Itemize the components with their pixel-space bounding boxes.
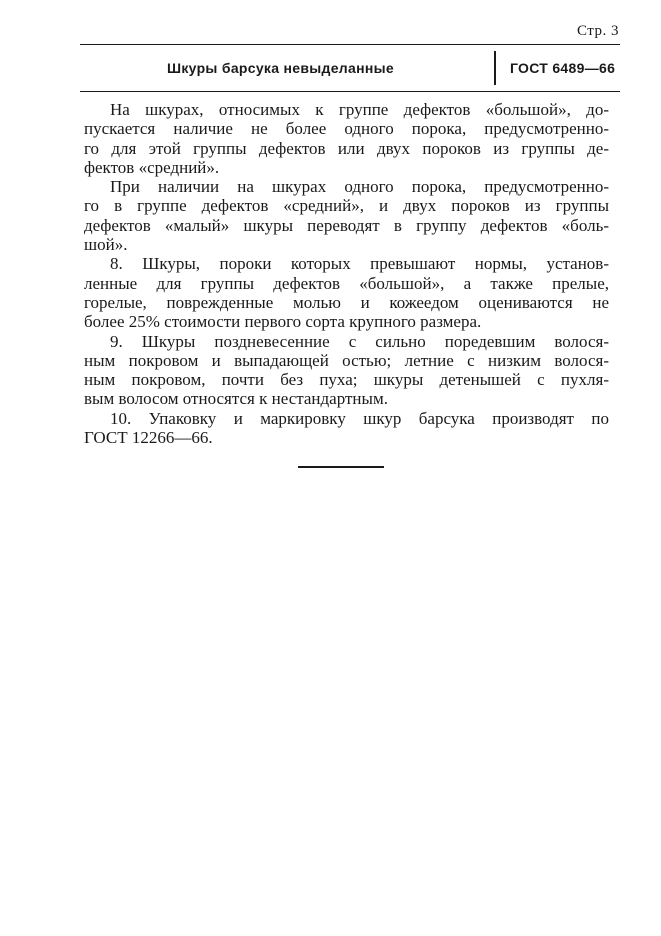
text-line: 9. Шкуры поздневесенние с сильно поредевшим волося- [110, 331, 609, 351]
text-line: вым волосом относятся к нестандартным. [84, 389, 388, 409]
text-line: пускается наличие не более одного порока, предусмотренно- [84, 119, 609, 139]
text-line: горелые, поврежденные молью и кожеедом оцениваются не [84, 292, 609, 312]
text-line: более 25% стоимости первого сорта крупного размера. [84, 312, 482, 332]
text-line: ным покровом и выпадающей остью; летние с низким волося- [84, 350, 609, 370]
text-line: фектов «средний». [84, 157, 220, 177]
header-standard-number: ГОСТ 6489—66 [510, 60, 616, 76]
text-line: шой». [84, 235, 128, 255]
running-header [80, 44, 620, 92]
header-divider [494, 51, 496, 85]
text-line: При наличии на шкурах одного порока, предусмотренно- [110, 177, 609, 197]
header-title: Шкуры барсука невыделанные [167, 60, 394, 76]
body-text [84, 100, 609, 447]
text-line: ГОСТ 12266—66. [84, 428, 213, 448]
end-rule [298, 466, 384, 468]
text-line: 8. Шкуры, пороки которых превышают нормы, установ- [110, 254, 609, 274]
text-line: го в группе дефектов «средний», и двух пороков из группы [84, 196, 609, 216]
page-number: Стр. 3 [576, 23, 619, 39]
text-line: ным покровом, почти без пуха; шкуры детенышей с пухля- [84, 370, 609, 390]
text-line: ленные для группы дефектов «большой», а также прелые, [84, 273, 609, 293]
text-line: дефектов «малый» шкуры переводят в группу дефектов «боль- [84, 215, 609, 235]
text-line: го для этой группы дефектов или двух пороков из группы де- [84, 138, 609, 158]
text-line: На шкурах, относимых к группе дефектов «большой», до- [110, 100, 609, 119]
text-line: 10. Упаковку и маркировку шкур барсука производят по [110, 408, 609, 428]
